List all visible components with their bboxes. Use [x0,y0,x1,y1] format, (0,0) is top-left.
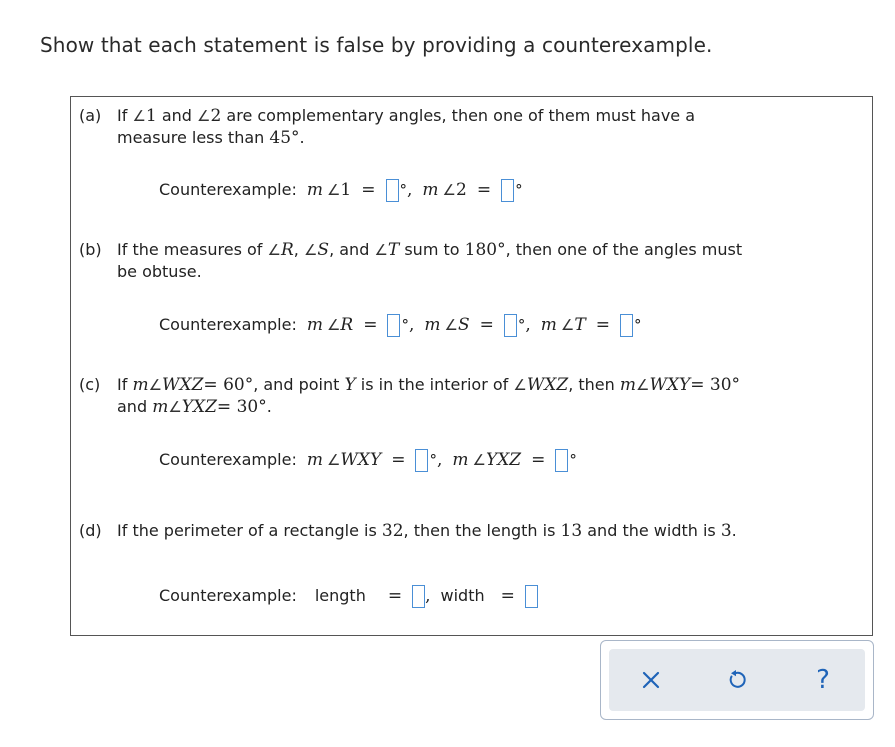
part-label: (c) [79,375,101,394]
answer-toolbar [600,640,874,720]
angle-symbol: ∠ [560,316,575,334]
angle-symbol: ∠ [326,181,341,199]
instruction-text: Show that each statement is false by providing a counterexample. [40,33,713,57]
answer-input-a-m2[interactable] [501,179,514,202]
angle-symbol: ∠ [267,241,281,259]
angle-symbol: ∠ [197,107,211,125]
width-label: width [440,586,485,605]
help-icon: ? [816,665,830,695]
part-label: (a) [79,106,102,125]
statement-a: (a) If ∠1 and ∠2 are complementary angles, then one of them must have a measure less than 45°. [79,106,696,148]
part-label: (b) [79,240,102,259]
answer-input-a-m1[interactable] [386,179,399,202]
help-button[interactable] [808,665,838,695]
angle-symbol: ∠ [326,451,341,469]
angle-symbol: ∠ [513,376,527,394]
answer-input-b-T[interactable] [620,314,633,337]
counterexample-row-b: Counterexample: m ∠ R = ° , m ∠ S = ° , m ∠ T = ° [159,315,642,335]
counterexample-label: Counterexample: [159,180,297,199]
angle-symbol: ∠ [636,376,650,394]
counterexample-label: Counterexample: [159,586,297,605]
counterexample-row-a: Counterexample: m ∠ 1 = ° , m ∠ 2 = ° [159,180,523,200]
counterexample-row-d: Counterexample: length = , width = [159,584,538,608]
toolbar-inner [609,649,865,711]
answer-input-c-YXZ[interactable] [555,449,568,472]
counterexample-row-c: Counterexample: m ∠ WXY = ° , m ∠ YXZ = ° [159,450,577,470]
answer-input-b-R[interactable] [387,314,400,337]
statement-b: (b) If the measures of ∠R, ∠S, and ∠T sum to 180°, then one of the angles must be obtuse. [79,240,743,281]
angle-symbol: ∠ [303,241,318,259]
counterexample-label: Counterexample: [159,450,297,469]
angle-symbol: ∠ [148,376,163,394]
undo-icon [725,669,747,691]
length-label: length [314,586,366,605]
part-label: (d) [79,521,102,540]
angle-symbol: ∠ [326,316,341,334]
angle-symbol: ∠ [168,398,182,416]
counterexample-label: Counterexample: [159,315,297,334]
answer-input-c-WXY[interactable] [415,449,428,472]
close-icon [641,670,661,690]
angle-symbol: ∠ [444,316,458,334]
angle-symbol: ∠ [472,451,486,469]
answer-input-d-width[interactable] [525,585,538,608]
angle-symbol: ∠ [132,107,146,125]
clear-button[interactable] [636,665,666,695]
answer-input-d-length[interactable] [412,585,425,608]
angle-symbol: ∠ [374,241,388,259]
problem-panel [70,96,873,636]
undo-button[interactable] [721,665,751,695]
angle-symbol: ∠ [442,181,456,199]
statement-d: (d) If the perimeter of a rectangle is 32, then the length is 13 and the width is 3. [79,521,737,541]
answer-input-b-S[interactable] [504,314,517,337]
statement-c: (c) If m∠WXZ= 60°, and point Y is in the interior of ∠WXZ, then m∠WXY= 30° and m∠YXZ= 30°. [79,375,741,417]
